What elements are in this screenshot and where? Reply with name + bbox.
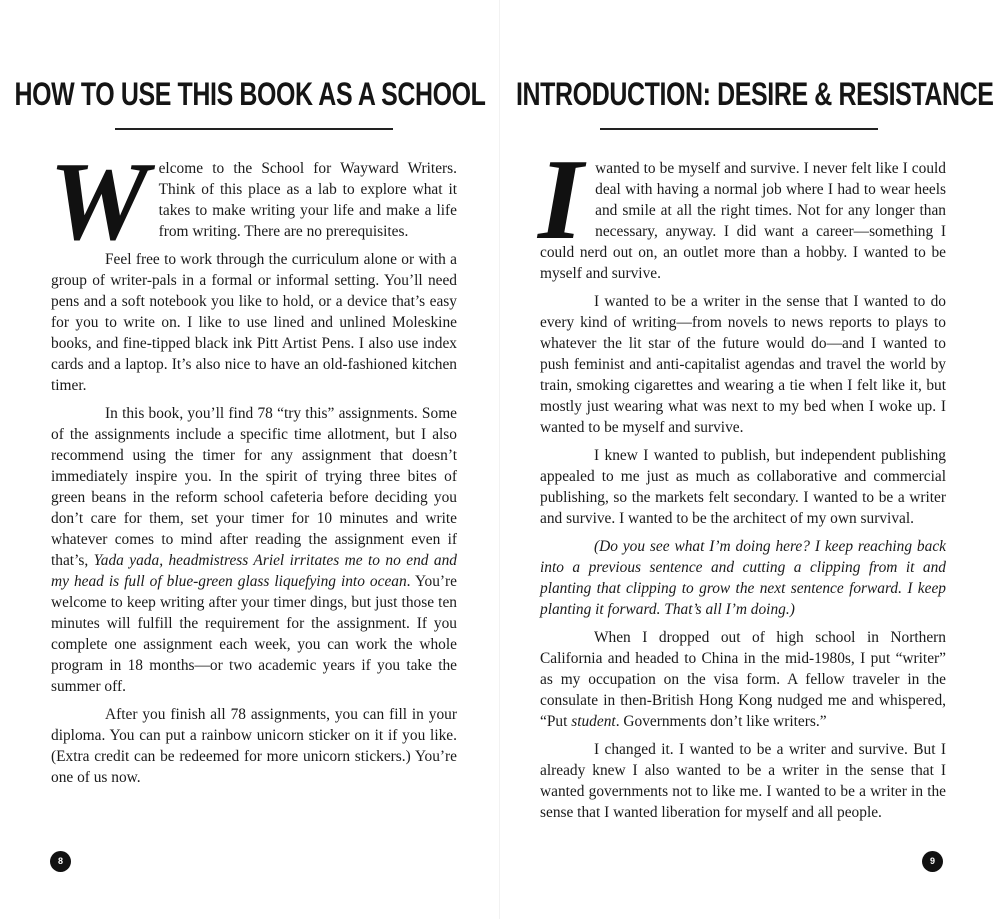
paragraph: Feel free to work through the curriculum alone or with a group of writer-pals in a formal or informal setting. You’ll need pens and a soft notebook you like to hold, or a device that’s easy for you to write on. I like to use lined and unlined Moleskine books, and fine-tipped black ink Pitt Artist Pens. I also use index cards and a laptop. It’s also nice to have an old-fashioned kitchen timer. — [51, 251, 457, 394]
paragraph-text: elcome to the School for Wayward Writers. Think of this place as a lab to explore what it takes to make writing your life and make a life from writing. There are no prerequisites. — [158, 160, 457, 240]
italic-text: Yada yada, headmistress Ariel irritates me to no end and my head is full of blue-green glass liquefying into ocean — [51, 552, 457, 590]
page-number: 8 — [50, 851, 71, 872]
chapter-title: INTRODUCTION: DESIRE & RESISTANCE — [516, 76, 994, 112]
italic-paragraph: (Do you see what I’m doing here? I keep reaching back into a previous sentence and cutting a clipping from it and planting that clipping to grow the next sentence forward. I keep planting it forward. That’s all I’m doing.) — [540, 538, 946, 618]
drop-cap: W — [49, 140, 149, 264]
paragraph: I changed it. I wanted to be a writer and survive. But I already knew I also wanted to be a writer in the sense that I wanted governments not to like me. I wanted to be a writer in the sense that I wanted liberation for myself and all people. — [540, 741, 946, 821]
paragraph-text: wanted to be myself and survive. I never felt like I could deal with having a normal job where I had to wear heels and smile at all the right times. Not for any longer than necessary, anyway. I did want a career—something I could nerd out on, an outlet more than a hobby. I wanted to be myself and survive. — [540, 160, 946, 282]
italic-text: student — [571, 713, 616, 730]
paragraph-text: When I dropped out of high school in Northern California and headed to China in the mid-1980s, I put “writer” as my occupation on the visa form. A fellow traveler in the consulate in then-British Hong Kong nudged me and whispered, “Put — [540, 629, 946, 730]
body-text — [538, 136, 946, 823]
drop-cap: I — [538, 136, 584, 264]
title-rule — [600, 128, 878, 130]
paragraph-text: . Governments don’t like writers.” — [615, 713, 827, 730]
paragraph: I wanted to be a writer in the sense that I wanted to do every kind of writing—from novels to news reports to plays to whatever the lit star of the future would do—and I wanted to push feminist and anti-capitalist agendas and travel the world by train, smoking cigarettes and wearing a tie when I felt like it, but mostly just wearing what was next to my bed when I woke up. I wanted to be myself and survive. — [540, 293, 946, 436]
paragraph: After you finish all 78 assignments, you can fill in your diploma. You can put a rainbow unicorn sticker on it if you like. (Extra credit can be redeemed for more unicorn stickers.) You’re one of us now. — [51, 706, 457, 786]
body-text — [49, 140, 458, 788]
paragraph — [51, 403, 457, 697]
title-rule — [115, 128, 393, 130]
paragraph-text: . You’re welcome to keep writing after your timer dings, but just those ten minutes will fulfill the requirement for the assignment. If you complete one assignment each week, you can work the whole program in 18 months—or two academic years if you take the summer off. — [51, 573, 458, 695]
paragraph — [540, 627, 946, 732]
paragraph — [49, 140, 457, 264]
page-number: 9 — [922, 851, 943, 872]
right-page — [500, 0, 1000, 919]
paragraph: I knew I wanted to publish, but independent publishing appealed to me just as much as collaborative and commercial publishing, so the markets felt secondary. I wanted to be a writer and survive. I wanted to be the architect of my own survival. — [540, 447, 946, 527]
paragraph — [538, 136, 946, 284]
paragraph-text: In this book, you’ll find 78 “try this” assignments. Some of the assignments include a specific time allotment, but I also recommend using the timer for any assignment that doesn’t immediately inspire you. In the spirit of trying three bites of green beans in the reform school cafeteria before deciding you don’t care for them, set your timer for 10 minutes and write whatever comes to mind after reading the assignment even if that’s, — [51, 405, 457, 569]
chapter-title: HOW TO USE THIS BOOK AS A SCHOOL — [14, 76, 486, 112]
